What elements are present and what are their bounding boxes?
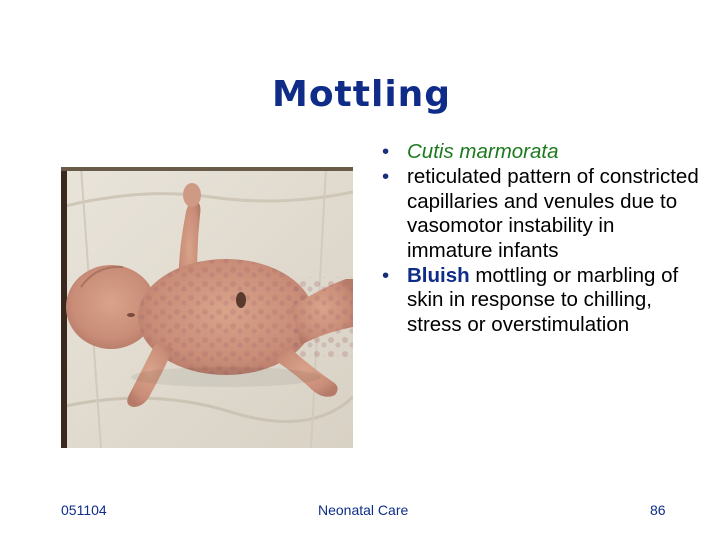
bullet-dot: • xyxy=(382,165,390,189)
bullet-dot: • xyxy=(382,140,390,163)
slide-title: Mottling xyxy=(272,74,452,115)
footer-title: Neonatal Care xyxy=(318,502,409,518)
bullet-emphasis: Bluish xyxy=(407,264,470,288)
infant-photo xyxy=(61,167,353,448)
bullet-list xyxy=(380,140,700,338)
footer-page-number: 86 xyxy=(650,502,666,518)
bullet-text: mottling or marbling of skin in response to chilling, stress or overstimulation xyxy=(407,264,679,336)
bullet-text: reticulated pattern of constricted capillaries and venules due to vasomotor instability in immature infants xyxy=(407,165,699,262)
footer-date: 051104 xyxy=(61,502,107,518)
bullet-item xyxy=(380,165,700,263)
bullet-item xyxy=(380,140,700,164)
bullet-term: Cutis marmorata xyxy=(407,140,559,163)
bullet-dot: • xyxy=(382,264,390,288)
bullet-item xyxy=(380,264,700,337)
